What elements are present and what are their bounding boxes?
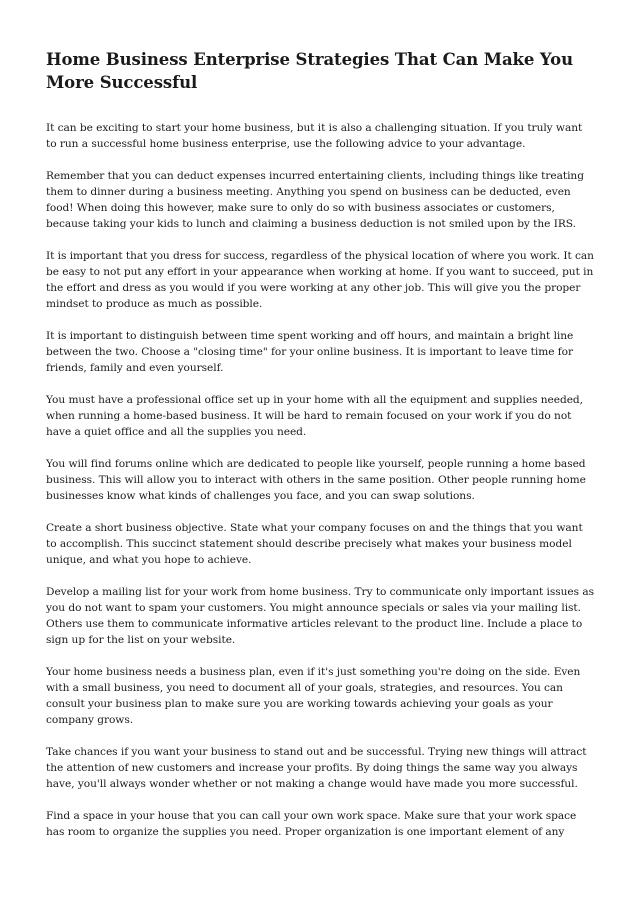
document-page <box>46 48 594 856</box>
paragraph-4: It is important to distinguish between time spent working and off hours, and maintain a bright line between the two. Choose a "closing time" for your online business. It is important to leave time for friends, family and even yourself. <box>46 330 574 374</box>
paragraph-2: Remember that you can deduct expenses incurred entertaining clients, including things like treating them to dinner during a business meeting. Anything you spend on business can be deducted, even food! When doing this however, make sure to only do so with business associates or customers, because taking your kids to lunch and claiming a business deduction is not smiled upon by the IRS. <box>46 170 584 230</box>
paragraph-5: You must have a professional office set up in your home with all the equipment and supplies needed, when running a home-based business. It will be hard to remain focused on your work if you do not have a quiet office and all the supplies you need. <box>46 394 583 438</box>
paragraph-9: Your home business needs a business plan, even if it's just something you're doing on the side. Even with a small business, you need to document all of your goals, strategies, and resources. You can consult your business plan to make sure you are working towards achieving your goals as your company grows. <box>46 666 581 726</box>
paragraph-6: You will find forums online which are dedicated to people like yourself, people running a home based business. This will allow you to interact with others in the same position. Other people running home businesses know what kinds of challenges you face, and you can swap solutions. <box>46 458 586 502</box>
paragraph-3: It is important that you dress for success, regardless of the physical location of where you work. It can be easy to not put any effort in your appearance when working at home. If you want to succeed, put in the effort and dress as you would if you were working at any other job. This will give you the proper mindset to produce as much as possible. <box>46 250 594 310</box>
paragraph-11: Find a space in your house that you can call your own work space. Make sure that your work space has room to organize the supplies you need. Proper organization is one important element of any <box>46 810 577 838</box>
paragraph-8: Develop a mailing list for your work from home business. Try to communicate only important issues as you do not want to spam your customers. You might announce specials or sales via your mailing list. Others use them to communicate informative articles relevant to the product line. Include a place to sign up for the list on your website. <box>46 586 594 646</box>
paragraph-1: It can be exciting to start your home business, but it is also a challenging situation. If you truly want to run a successful home business enterprise, use the following advice to your advantage. <box>46 122 583 150</box>
paragraph-7: Create a short business objective. State what your company focuses on and the things that you want to accomplish. This succinct statement should describe precisely what makes your business model unique, and what you hope to achieve. <box>46 522 583 566</box>
document-title: Home Business Enterprise Strategies That Can Make You More Successful <box>46 50 573 92</box>
paragraph-10: Take chances if you want your business to stand out and be successful. Trying new things will attract the attention of new customers and increase your profits. By doing things the same way you always have, you'll always wonder whether or not making a change would have made you more successful. <box>46 746 587 790</box>
